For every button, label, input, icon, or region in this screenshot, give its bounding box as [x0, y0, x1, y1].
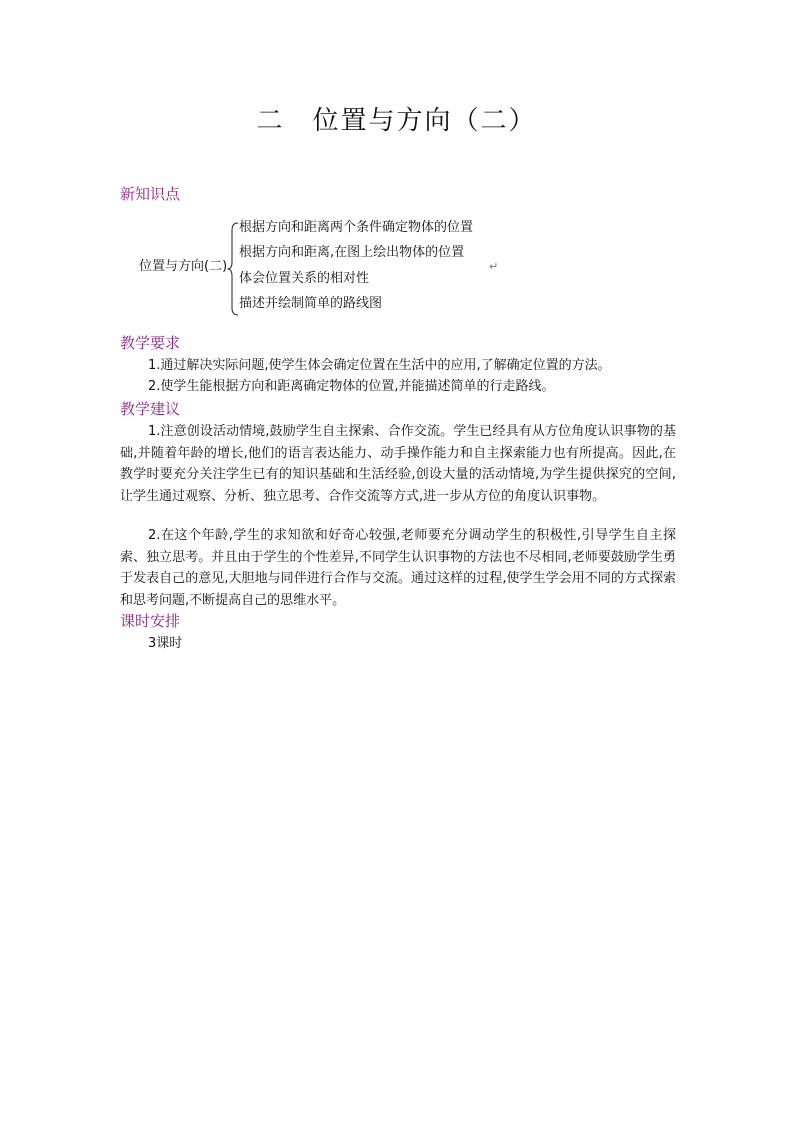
suggestion-item: 2.在这个年龄,学生的求知欲和好奇心较强,老师要充分调动学生的积极性,引导学生自主探索、独立思考。并且由于学生的个性差异,不同学生认识事物的方法也不尽相同,老师要鼓励学生勇于发表自己的意见,大胆地与同伴进行合作与交流。通过这样的过程,使学生学会用不同的方式探索和思考问题,不断提高自己的思维水平。 — [120, 528, 676, 608]
section-heading-new-knowledge: 新知识点 — [120, 185, 181, 203]
outline-branch: 根据方向和距离两个条件确定物体的位置 — [239, 220, 474, 235]
knowledge-outline-root: 位置与方向(二) — [139, 259, 228, 274]
requirement-item: 1.通过解决实际问题,使学生体会确定位置在生活中的应用,了解确定位置的方法。 — [148, 358, 611, 373]
requirement-item: 2.使学生能根据方向和距离确定物体的位置,并能描述简单的行走路线。 — [148, 379, 555, 394]
section-heading-requirements: 教学要求 — [120, 334, 181, 352]
suggestion-item: 1.注意创设活动情境,鼓励学生自主探索、合作交流。学生已经具有从方位角度认识事物的基础,并随着年龄的增长,他们的语言表达能力、动手操作能力和自主探索能力也有所提高。因此,在教学时要充分关注学生已有的知识基础和生活经验,创设大量的活动情境,为学生提供探究的空间,让学生通过观察、分析、独立思考、合作交流等方式,进一步从方位的角度认识事物。 — [120, 424, 676, 504]
return-mark: ↵ — [489, 260, 499, 273]
outline-branch: 根据方向和距离,在图上绘出物体的位置 — [239, 245, 465, 260]
schedule-text: 3课时 — [148, 636, 183, 651]
outline-branch: 体会位置关系的相对性 — [239, 271, 370, 286]
page-title: 二 位置与方向（二） — [256, 106, 537, 136]
outline-branch: 描述并绘制简单的路线图 — [239, 296, 383, 311]
outline-brace — [227, 222, 239, 316]
section-heading-suggestions: 教学建议 — [120, 400, 181, 418]
section-heading-schedule: 课时安排 — [120, 612, 181, 630]
